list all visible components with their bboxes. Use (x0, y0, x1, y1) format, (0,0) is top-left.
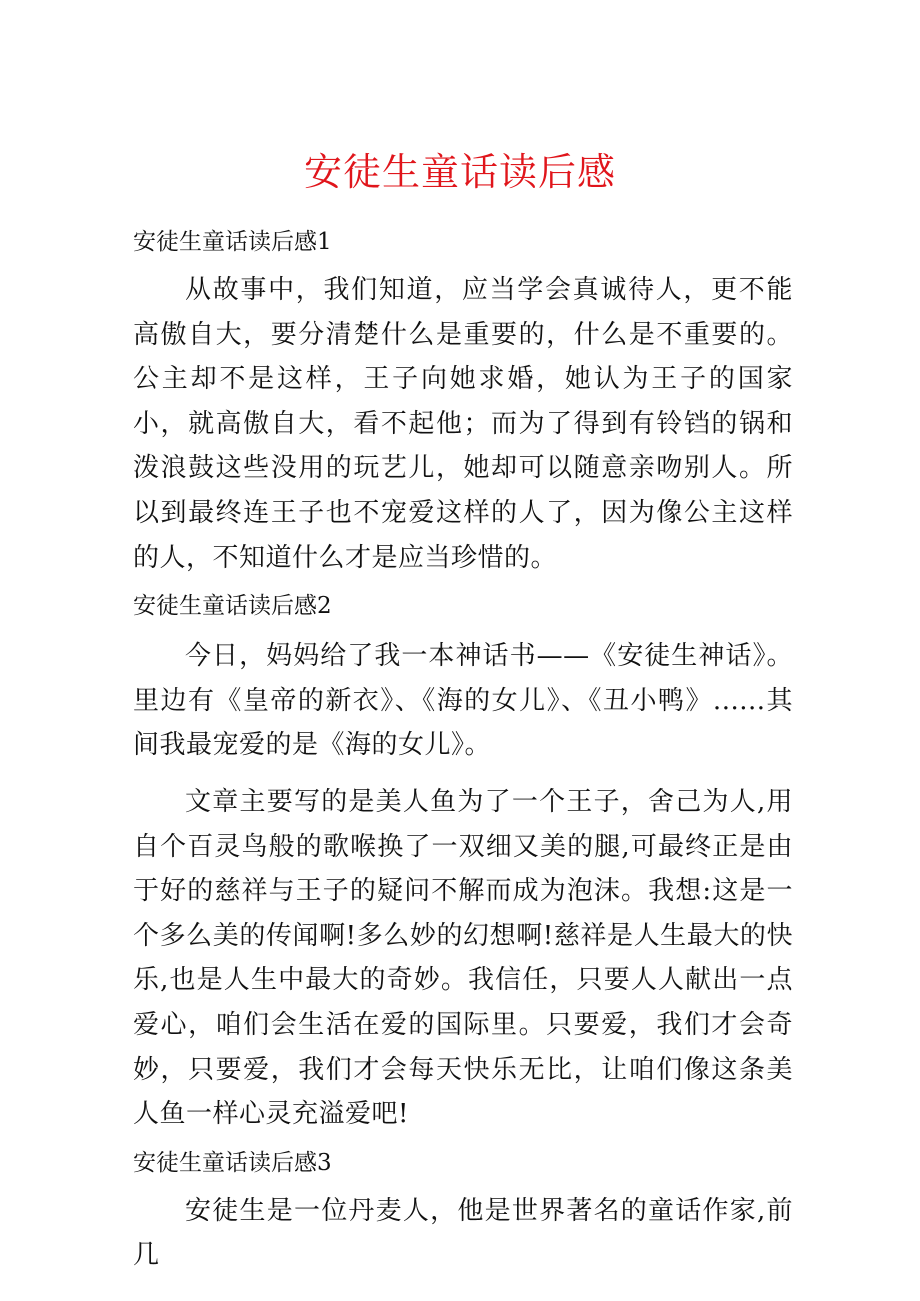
section-1-paragraph-1: 从故事中，我们知道，应当学会真诚待人，更不能高傲自大，要分清楚什么是重要的，什么是不重要的。公主却不是这样，王子向她求婚，她认为王子的国家小，就高傲自大，看不起他；而为了得到有铃铛的锅和泼浪鼓这些没用的玩艺儿，她却可以随意亲吻别人。所以到最终连王子也不宠爱这样的人了，因为像公主这样的人，不知道什么才是应当珍惜的。 (133, 275, 793, 573)
section-heading-1: 安徒生童话读后感1 (133, 229, 332, 255)
section-heading-2: 安徒生童话读后感2 (133, 593, 332, 620)
section-3-paragraph-1: 安徒生是一位丹麦人，他是世界著名的童话作家,前几 (133, 1195, 793, 1271)
section-heading-3: 安徒生童话读后感3 (133, 1149, 332, 1176)
section-2-paragraph-2: 文章主要写的是美人鱼为了一个王子，舍己为人,用自个百灵鸟般的歌喉换了一双细又美的腿,可最终正是由于好的慈祥与王子的疑问不解而成为泡沫。我想:这是一个多么美的传闻啊!多么妙的幻想啊!慈祥是人生最大的快乐,也是人生中最大的奇妙。我信任，只要人人献出一点爱心，咱们会生活在爱的国际里。只要爱，我们才会奇妙，只要爱，我们才会每天快乐无比，让咱们像这条美人鱼一样心灵充溢爱吧! (133, 786, 793, 1130)
document-title: 安徒生童话读后感 (303, 150, 616, 194)
section-2-paragraph-1: 今日，妈妈给了我一本神话书——《安徒生神话》。里边有《皇帝的新衣》、《海的女儿》、《丑小鸭》......其间我最宠爱的是《海的女儿》。 (133, 641, 793, 761)
document-body (133, 220, 793, 1278)
